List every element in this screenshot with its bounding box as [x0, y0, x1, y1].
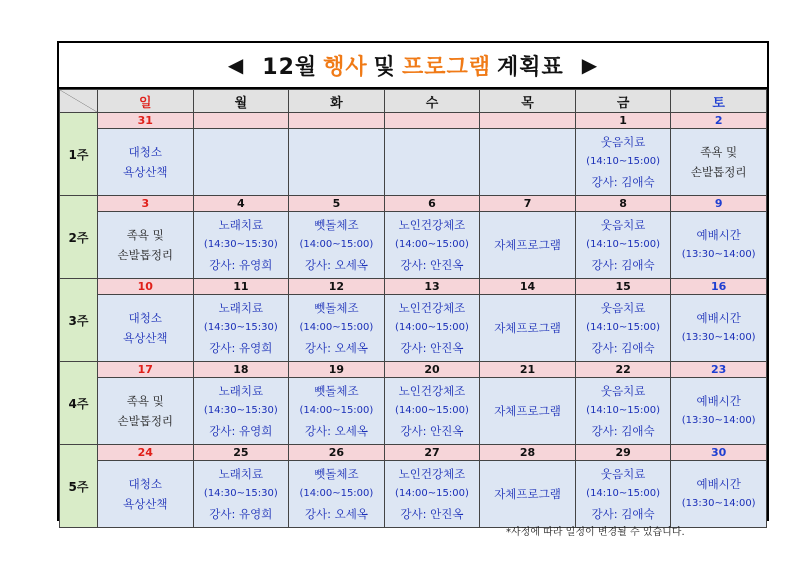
activity-time: (14:10~15:00) — [586, 488, 660, 499]
activity-instructor: 강사: 안진옥 — [400, 258, 464, 272]
activity-cell-mon — [193, 295, 289, 362]
activity-instructor: 강사: 김애숙 — [591, 175, 655, 189]
activity-title: 욕상산책 — [123, 497, 168, 511]
corner-cell — [60, 90, 98, 113]
activity-title: 노래치료 — [218, 218, 264, 232]
date-cell-tue: 5 — [289, 196, 385, 212]
activity-title: 노인건강체조 — [398, 301, 466, 315]
activity-time: (14:30~15:30) — [203, 322, 278, 333]
activity-title: 손발톱정리 — [690, 165, 747, 179]
activity-time: (14:00~15:00) — [395, 405, 469, 416]
activity-cell-sat — [671, 461, 767, 528]
activity-cell-thu — [480, 461, 576, 528]
weekday-tue: 화 — [289, 90, 385, 113]
activity-cell-tue — [289, 295, 385, 362]
date-cell-sun: 24 — [98, 445, 194, 461]
activity-title: 웃음치료 — [600, 301, 646, 315]
week-label: 2주 — [60, 196, 98, 279]
weekday-sat: 토 — [671, 90, 767, 113]
date-cell-wed: 13 — [384, 279, 480, 295]
date-cell-sun: 17 — [98, 362, 194, 378]
right-triangle-icon: ▶ — [581, 53, 599, 77]
date-cell-sat: 30 — [671, 445, 767, 461]
activity-title: 뻿돌체조 — [314, 301, 359, 315]
activity-cell-wed — [384, 129, 480, 196]
activity-cell-sun — [98, 129, 194, 196]
activity-cell-fri — [575, 461, 671, 528]
activity-cell-mon — [193, 378, 289, 445]
activity-time: (14:30~15:30) — [203, 405, 278, 416]
activity-time: (14:00~15:00) — [299, 239, 374, 250]
activity-cell-fri — [575, 378, 671, 445]
activity-cell-fri — [575, 295, 671, 362]
date-cell-wed: 20 — [384, 362, 480, 378]
date-cell-thu: 7 — [480, 196, 576, 212]
title-program: 프로그램 — [401, 54, 491, 80]
activity-title: 손발톱정리 — [117, 248, 174, 262]
activity-time: (14:00~15:00) — [395, 488, 469, 499]
activity-title: 예배시간 — [696, 228, 741, 242]
activity-title: 노래치료 — [218, 301, 264, 315]
activity-instructor: 강사: 안진옥 — [400, 341, 464, 355]
weekday-wed: 수 — [384, 90, 480, 113]
activity-row — [60, 461, 767, 528]
activity-instructor: 강사: 유영희 — [209, 507, 273, 521]
date-cell-fri: 8 — [575, 196, 671, 212]
activity-title: 예배시간 — [696, 311, 741, 325]
date-cell-fri: 22 — [575, 362, 671, 378]
activity-cell-wed — [384, 212, 480, 279]
activity-title: 노래치료 — [218, 467, 264, 481]
date-cell-fri: 15 — [575, 279, 671, 295]
activity-cell-wed — [384, 378, 480, 445]
date-cell-tue: 26 — [289, 445, 385, 461]
activity-title: 족욕 및 — [126, 228, 164, 242]
activity-time: (14:10~15:00) — [586, 156, 660, 167]
activity-cell-fri — [575, 212, 671, 279]
activity-title: 뻿돌체조 — [314, 218, 359, 232]
date-cell-wed — [384, 113, 480, 129]
calendar-table — [59, 89, 767, 528]
activity-instructor: 강사: 김애숙 — [591, 341, 655, 355]
date-cell-sun: 3 — [98, 196, 194, 212]
date-cell-mon: 11 — [193, 279, 289, 295]
activity-instructor: 강사: 유영희 — [209, 341, 273, 355]
date-row — [60, 196, 767, 212]
activity-cell-thu — [480, 295, 576, 362]
activity-instructor: 강사: 유영희 — [209, 258, 273, 272]
activity-time: (13:30~14:00) — [681, 415, 756, 426]
date-cell-sat: 16 — [671, 279, 767, 295]
weekday-fri: 금 — [575, 90, 671, 113]
week-label: 5주 — [60, 445, 98, 528]
date-cell-wed: 27 — [384, 445, 480, 461]
page-title — [59, 43, 767, 89]
activity-time: (14:00~15:00) — [395, 322, 469, 333]
activity-time: (14:10~15:00) — [586, 405, 660, 416]
date-cell-sat: 9 — [671, 196, 767, 212]
activity-title: 노래치료 — [218, 384, 264, 398]
activity-instructor: 강사: 오세옥 — [304, 424, 368, 438]
activity-cell-wed — [384, 295, 480, 362]
activity-instructor: 강사: 오세옥 — [304, 507, 368, 521]
date-row — [60, 279, 767, 295]
date-cell-sun: 10 — [98, 279, 194, 295]
activity-title: 노인건강체조 — [398, 384, 466, 398]
title-event: 행사 — [323, 54, 368, 80]
activity-title: 노인건강체조 — [398, 467, 466, 481]
activity-cell-thu — [480, 212, 576, 279]
activity-cell-thu — [480, 378, 576, 445]
activity-title: 뻿돌체조 — [314, 467, 359, 481]
activity-cell-tue — [289, 461, 385, 528]
activity-title: 예배시간 — [696, 394, 741, 408]
date-row — [60, 445, 767, 461]
activity-title: 뻿돌체조 — [314, 384, 359, 398]
date-cell-wed: 6 — [384, 196, 480, 212]
activity-instructor: 강사: 유영희 — [209, 424, 273, 438]
activity-cell-tue — [289, 212, 385, 279]
activity-cell-sat — [671, 378, 767, 445]
activity-cell-sun — [98, 212, 194, 279]
activity-time: (14:00~15:00) — [299, 488, 374, 499]
date-cell-fri: 1 — [575, 113, 671, 129]
activity-instructor: 강사: 김애숙 — [591, 424, 655, 438]
activity-title: 손발톱정리 — [117, 414, 174, 428]
activity-cell-sun — [98, 378, 194, 445]
activity-cell-tue — [289, 129, 385, 196]
activity-title: 노인건강체조 — [398, 218, 466, 232]
activity-title: 웃음치료 — [600, 218, 646, 232]
activity-cell-mon — [193, 461, 289, 528]
weekday-thu: 목 — [480, 90, 576, 113]
date-cell-fri: 29 — [575, 445, 671, 461]
date-cell-tue: 12 — [289, 279, 385, 295]
activity-row — [60, 378, 767, 445]
activity-cell-sat — [671, 129, 767, 196]
activity-title: 자체프로그램 — [494, 238, 561, 252]
date-cell-mon: 18 — [193, 362, 289, 378]
activity-cell-wed — [384, 461, 480, 528]
calendar-sheet — [57, 41, 769, 521]
activity-instructor: 강사: 안진옥 — [400, 507, 464, 521]
activity-title: 웃음치료 — [600, 135, 646, 149]
activity-cell-mon — [193, 212, 289, 279]
activity-time: (14:00~15:00) — [395, 239, 469, 250]
activity-title: 대청소 — [128, 311, 162, 325]
activity-cell-sun — [98, 295, 194, 362]
activity-title: 웃음치료 — [600, 467, 646, 481]
activity-row — [60, 295, 767, 362]
activity-instructor: 강사: 김애숙 — [591, 507, 655, 521]
week-label: 1주 — [60, 113, 98, 196]
date-row — [60, 113, 767, 129]
activity-title: 예배시간 — [696, 477, 741, 491]
activity-instructor: 강사: 안진옥 — [400, 424, 464, 438]
activity-title: 웃음치료 — [600, 384, 646, 398]
date-cell-thu: 21 — [480, 362, 576, 378]
date-cell-thu: 28 — [480, 445, 576, 461]
date-cell-sun: 31 — [98, 113, 194, 129]
activity-title: 족욕 및 — [700, 145, 738, 159]
activity-cell-mon — [193, 129, 289, 196]
calendar-body — [60, 113, 767, 528]
activity-row — [60, 129, 767, 196]
activity-cell-tue — [289, 378, 385, 445]
title-month: 12월 — [262, 54, 318, 80]
weekday-header-row — [60, 90, 767, 113]
date-cell-mon: 25 — [193, 445, 289, 461]
activity-cell-fri — [575, 129, 671, 196]
activity-title: 자체프로그램 — [494, 404, 561, 418]
activity-time: (14:00~15:00) — [299, 405, 374, 416]
date-row — [60, 362, 767, 378]
activity-row — [60, 212, 767, 279]
date-cell-tue — [289, 113, 385, 129]
activity-time: (14:30~15:30) — [203, 239, 278, 250]
activity-instructor: 강사: 김애숙 — [591, 258, 655, 272]
week-label: 3주 — [60, 279, 98, 362]
date-cell-thu — [480, 113, 576, 129]
activity-title: 대청소 — [128, 145, 162, 159]
activity-cell-sat — [671, 295, 767, 362]
date-cell-tue: 19 — [289, 362, 385, 378]
activity-time: (14:00~15:00) — [299, 322, 374, 333]
activity-time: (13:30~14:00) — [681, 249, 756, 260]
activity-title: 욕상산책 — [123, 331, 168, 345]
title-and: 및 — [373, 54, 396, 80]
weekday-sun: 일 — [98, 90, 194, 113]
activity-title: 자체프로그램 — [494, 487, 561, 501]
activity-instructor: 강사: 오세옥 — [304, 341, 368, 355]
left-triangle-icon: ◀ — [227, 53, 245, 77]
date-cell-mon — [193, 113, 289, 129]
date-cell-thu: 14 — [480, 279, 576, 295]
activity-title: 대청소 — [128, 477, 162, 491]
activity-title: 족욕 및 — [126, 394, 164, 408]
activity-cell-sat — [671, 212, 767, 279]
title-schedule: 계획표 — [496, 54, 564, 80]
activity-time: (13:30~14:00) — [681, 332, 756, 343]
footnote: *사정에 따라 일정이 변경될 수 있습니다. — [506, 527, 685, 538]
activity-instructor: 강사: 오세옥 — [304, 258, 368, 272]
date-cell-sat: 23 — [671, 362, 767, 378]
weekday-mon: 월 — [193, 90, 289, 113]
activity-time: (14:10~15:00) — [586, 322, 660, 333]
activity-cell-thu — [480, 129, 576, 196]
date-cell-mon: 4 — [193, 196, 289, 212]
activity-time: (14:30~15:30) — [203, 488, 278, 499]
activity-title: 욕상산책 — [123, 165, 168, 179]
activity-cell-sun — [98, 461, 194, 528]
week-label: 4주 — [60, 362, 98, 445]
activity-title: 자체프로그램 — [494, 321, 561, 335]
date-cell-sat: 2 — [671, 113, 767, 129]
activity-time: (13:30~14:00) — [681, 498, 756, 509]
activity-time: (14:10~15:00) — [586, 239, 660, 250]
